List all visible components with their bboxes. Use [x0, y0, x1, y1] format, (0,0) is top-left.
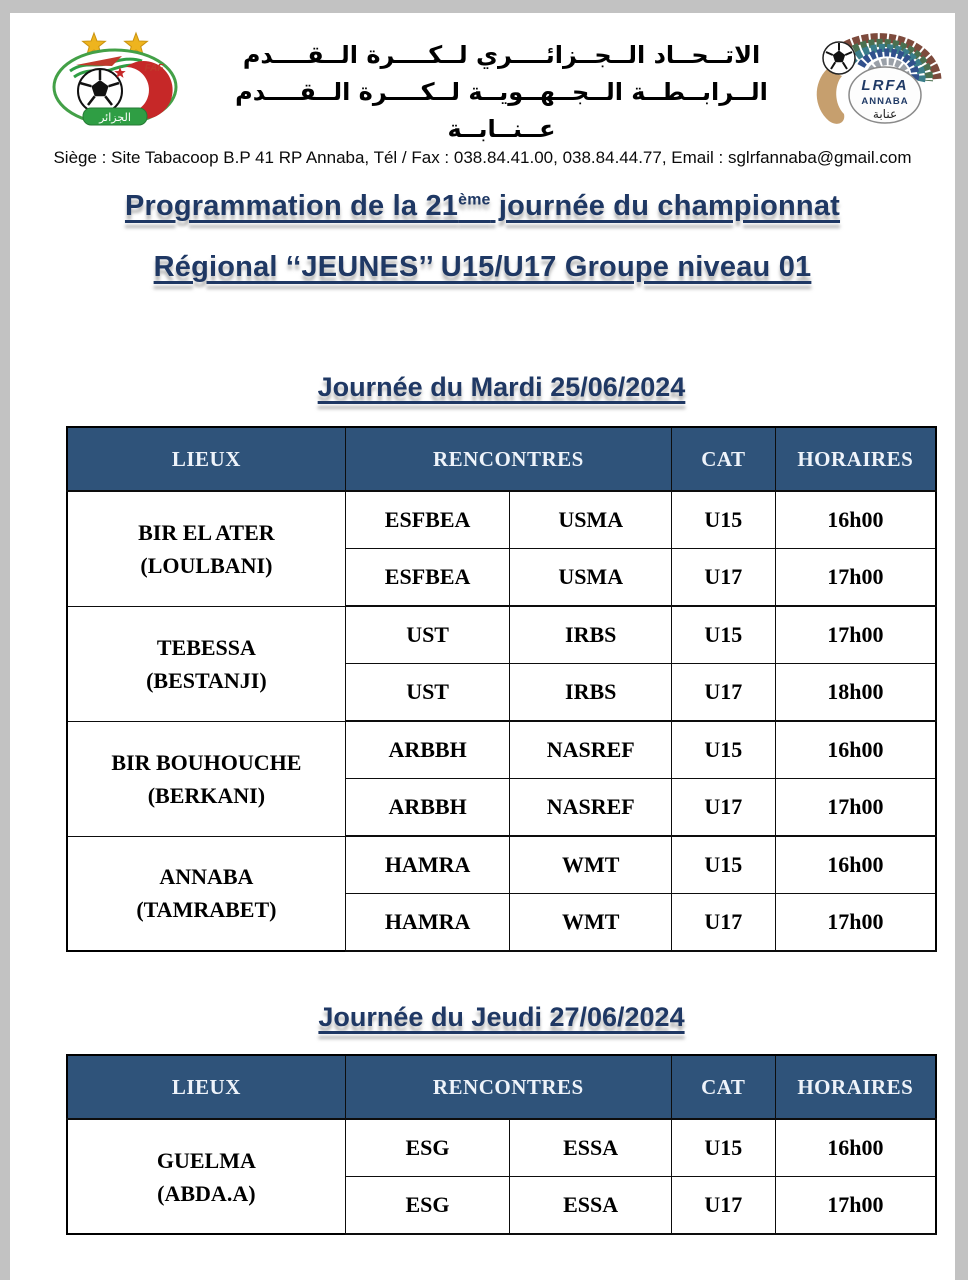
away-team-cell: USMA	[510, 491, 672, 549]
time-cell: 17h00	[775, 779, 936, 837]
away-team-cell: IRBS	[510, 664, 672, 722]
category-cell: U15	[672, 836, 776, 894]
time-cell: 17h00	[775, 549, 936, 607]
time-cell: 16h00	[775, 836, 936, 894]
time-cell: 17h00	[775, 606, 936, 664]
section-mardi	[66, 372, 937, 952]
letterhead	[10, 13, 955, 148]
category-cell: U15	[671, 1119, 775, 1177]
time-cell: 16h00	[775, 721, 936, 779]
away-team-cell: WMT	[510, 894, 672, 952]
category-cell: U17	[672, 664, 776, 722]
lieu-cell	[67, 1119, 345, 1234]
time-cell: 16h00	[775, 491, 936, 549]
home-team-cell: UST	[345, 664, 510, 722]
lrfa-logo	[801, 31, 943, 129]
col-header-rencontres: RENCONTRES	[345, 1055, 671, 1119]
header-row	[67, 1055, 936, 1119]
category-cell: U17	[672, 779, 776, 837]
lieu-name: BIR EL ATER	[138, 519, 275, 545]
home-team-cell: ARBBH	[345, 721, 510, 779]
table-row	[67, 1119, 936, 1177]
day-heading-mardi: Journée du Mardi 25/06/2024	[317, 372, 686, 402]
lieu-name: GUELMA	[156, 1147, 256, 1173]
lieu-stadium: (ABDA.A)	[157, 1180, 256, 1206]
home-team-cell: ESFBEA	[345, 491, 510, 549]
lieu-cell	[67, 491, 345, 606]
lieu-stadium: (BESTANJI)	[146, 667, 267, 693]
lieu-stadium: (TAMRABET)	[136, 897, 277, 923]
col-header-cat: CAT	[672, 427, 776, 491]
col-header-rencontres: RENCONTRES	[345, 427, 671, 491]
home-team-cell: ESG	[345, 1177, 510, 1235]
lieu-stadium: (BERKANI)	[147, 782, 266, 808]
day-heading-jeudi: Journée du Jeudi 27/06/2024	[318, 1002, 685, 1032]
home-team-cell: ARBBH	[345, 779, 510, 837]
away-team-cell: ESSA	[510, 1119, 672, 1177]
title-line-2: Régional ‘‘JEUNES’’ U15/U17 Groupe niveau 01	[153, 251, 812, 283]
table-row	[67, 491, 936, 549]
schedule-table-mardi	[66, 426, 937, 952]
table-row	[67, 721, 936, 779]
away-team-cell: NASREF	[510, 721, 672, 779]
lrfa-annaba-text: ANNABA	[861, 96, 909, 107]
col-header-horaires: HORAIRES	[775, 427, 936, 491]
arabic-title-line1: الاتــحــاد الــجــزائــــري لــكــــرة الــقــــدم	[242, 41, 761, 69]
away-team-cell: IRBS	[510, 606, 672, 664]
faf-logo	[30, 23, 202, 127]
home-team-cell: UST	[345, 606, 510, 664]
faf-banner-text: الجزائر	[99, 111, 131, 124]
title-line-1	[10, 190, 955, 223]
lrfa-arabic-text: عنابة	[872, 107, 898, 121]
time-cell: 16h00	[775, 1119, 936, 1177]
document-title	[10, 190, 955, 284]
home-team-cell: HAMRA	[345, 894, 510, 952]
lieu-name: BIR BOUHOUCHE	[111, 749, 302, 775]
away-team-cell: ESSA	[510, 1177, 672, 1235]
faf-text: FAF	[144, 63, 164, 74]
lrfa-text: LRFA	[861, 77, 909, 94]
lrfa-tan-blob	[817, 69, 845, 124]
table-row	[67, 606, 936, 664]
time-cell: 18h00	[775, 664, 936, 722]
table-row	[67, 836, 936, 894]
lieu-cell	[67, 606, 345, 721]
home-team-cell: ESFBEA	[345, 549, 510, 607]
category-cell: U15	[672, 491, 776, 549]
col-header-lieux: LIEUX	[67, 1055, 345, 1119]
lieu-name: TEBESSA	[156, 634, 256, 660]
section-jeudi	[66, 1002, 937, 1235]
arabic-title-line2: الــرابــطــة الــجــهــويــة لــكــــرة الــقــــدم عــنــابــة	[235, 78, 768, 143]
title-line-1-prefix: Programmation de la 21	[124, 190, 459, 222]
time-cell: 17h00	[775, 894, 936, 952]
time-cell: 17h00	[775, 1177, 936, 1235]
title-line-1-suffix: journée du championnat	[490, 190, 841, 222]
col-header-lieux: LIEUX	[67, 427, 345, 491]
category-cell: U15	[672, 721, 776, 779]
category-cell: U17	[671, 1177, 775, 1235]
category-cell: U17	[672, 549, 776, 607]
schedule-table-jeudi	[66, 1054, 937, 1235]
document-page	[10, 13, 955, 1280]
lieu-name: ANNABA	[159, 864, 254, 890]
header-row	[67, 427, 936, 491]
lieu-cell	[67, 721, 345, 836]
lieu-cell	[67, 836, 345, 951]
title-line-1-superscript: ème	[458, 191, 491, 209]
home-team-cell: ESG	[345, 1119, 510, 1177]
away-team-cell: USMA	[510, 549, 672, 607]
category-cell: U17	[672, 894, 776, 952]
home-team-cell: HAMRA	[345, 836, 510, 894]
federation-arabic-titles	[202, 23, 801, 148]
away-team-cell: NASREF	[510, 779, 672, 837]
category-cell: U15	[672, 606, 776, 664]
col-header-cat: CAT	[671, 1055, 775, 1119]
away-team-cell: WMT	[510, 836, 672, 894]
contact-line: Siège : Site Tabacoop B.P 41 RP Annaba, Tél / Fax : 038.84.41.00, 038.84.44.77, Email : sglrfannaba@gmail.com	[53, 148, 912, 167]
lieu-stadium: (LOULBANI)	[140, 552, 273, 578]
col-header-horaires: HORAIRES	[775, 1055, 936, 1119]
